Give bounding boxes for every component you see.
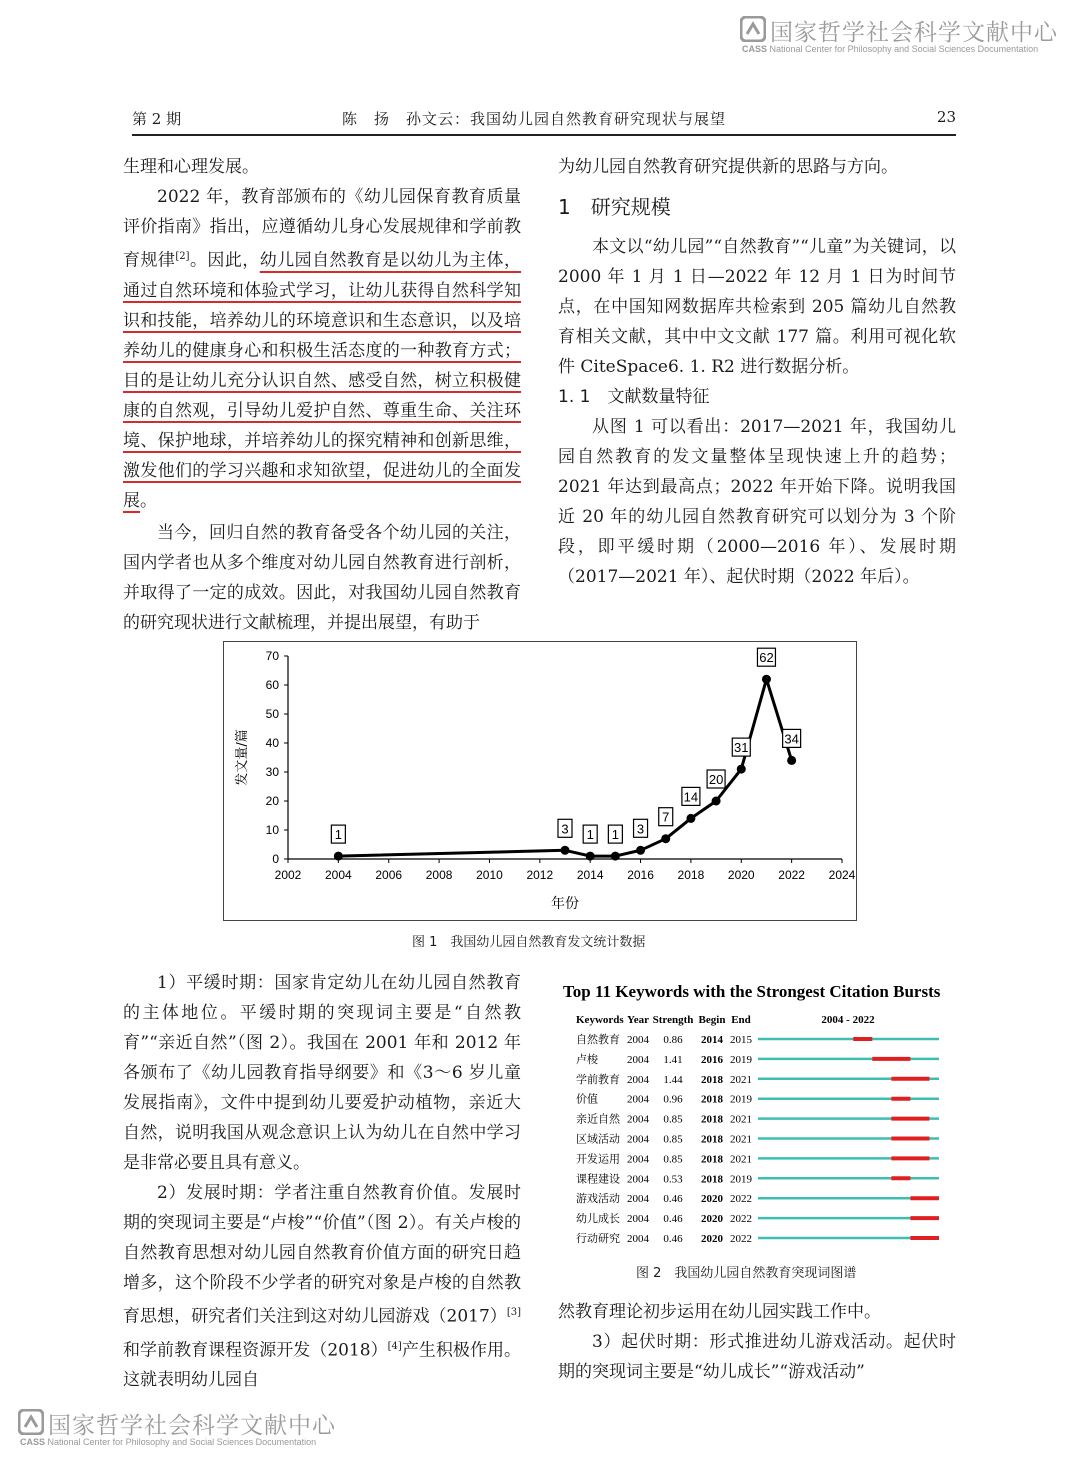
watermark-logo-bottom [18,1407,343,1449]
end-cell: 2015 [730,1034,752,1046]
strength-cell: 0.46 [663,1193,683,1206]
y-tick-label: 0 [272,852,279,866]
year-cell: 2004 [627,1034,649,1046]
x-tick-label: 2018 [677,868,705,882]
strength-cell: 0.46 [663,1213,683,1226]
data-label: 14 [683,789,699,805]
data-point [737,765,746,774]
cass-logo-icon [740,16,766,42]
data-label: 1 [586,827,594,843]
year-cell: 2004 [627,1133,649,1146]
data-point [334,852,343,861]
x-tick-label: 2012 [526,868,554,882]
column-header: End [731,1014,751,1026]
figure1-line-chart [224,642,856,920]
begin-cell: 2018 [701,1173,723,1186]
y-tick-label: 20 [265,794,279,808]
begin-cell: 2016 [701,1053,723,1066]
paragraph: 本文以“幼儿园”“自然教育”“儿童”为关键词，以 2000 年 1 月 1 日—2022 年 12 月 1 日为时间节点，在中国知网数据库共检索到 205 篇幼儿自然教育相关文献，其中中文文献 177 篇。利用可视化软件 CiteSpace6. 1. R2 进行数据分析。 [558,237,956,377]
watermark-name-cn: 国家哲学社会科学文献中心 [770,20,1058,46]
left-column-lower [123,968,521,1395]
begin-cell: 2018 [701,1113,723,1126]
x-tick-label: 2022 [778,868,805,882]
end-cell: 2019 [730,1093,752,1106]
column-header: Strength [652,1014,694,1026]
x-tick-label: 2010 [476,868,503,882]
data-label: 1 [611,827,619,843]
data-point [561,846,570,855]
end-cell: 2022 [730,1213,752,1226]
begin-cell: 2020 [701,1233,723,1245]
running-header [132,104,956,136]
strength-cell: 0.85 [663,1153,683,1166]
column-header: Keywords [576,1014,624,1026]
year-cell: 2004 [627,1113,649,1126]
end-cell: 2021 [730,1113,752,1126]
figure1-frame [223,641,857,921]
column-header: 2004 - 2022 [821,1014,875,1026]
begin-cell: 2020 [701,1193,723,1206]
data-label: 20 [708,772,724,787]
y-tick-label: 10 [265,823,279,837]
begin-cell: 2020 [701,1213,723,1226]
year-cell: 2004 [627,1193,649,1206]
issue-number: 第 2 期 [132,110,182,128]
keyword-cell: 课程建设 [576,1173,620,1186]
y-tick-label: 30 [265,765,279,779]
x-tick-label: 2020 [727,868,755,882]
paragraph: 当今，回归自然的教育备受各个幼儿园的关注，国内学者也从多个维度对幼儿园自然教育进行剖析，并取得了一定的成效。因此，对我国幼儿园自然教育的研究现状进行文献梳理，并提出展望，有助于 [123,522,521,633]
data-point [611,852,620,861]
y-tick-label: 40 [265,736,279,750]
keyword-cell: 价值 [576,1093,598,1106]
highlighted-definition: 幼儿园自然教育是以幼儿为主体，通过自然环境和体验式学习，让幼儿获得自然科学知识和技能，培养幼儿的环境意识和生态意识，以及培养幼儿的健康身心和积极生活态度的一种教育方式；目的是让幼儿充分认识自然、感受自然，树立积极健康的自然观，引导幼儿爱护自然、尊重生命、关注环境、保护地球，并培养幼儿的探究精神和创新思维，激发他们的学习兴趣和求知欲望，促进幼儿的全面发展 [123,250,522,511]
end-cell: 2022 [730,1193,752,1206]
year-cell: 2004 [627,1233,649,1245]
x-tick-label: 2008 [425,868,453,882]
end-cell: 2021 [730,1153,752,1166]
figure2-title: Top 11 Keywords with the Strongest Citation Bursts [563,982,941,1001]
keyword-cell: 游戏活动 [576,1193,620,1206]
data-label: 3 [561,821,569,837]
keyword-cell: 区域活动 [576,1133,620,1146]
watermark-name-en: CASS National Center for Philosophy and Social Sciences Documentation [20,1437,317,1447]
data-point [686,814,695,823]
begin-cell: 2018 [701,1153,723,1166]
strength-cell: 0.53 [663,1173,683,1186]
citation-ref: [2] [175,251,190,262]
end-cell: 2022 [730,1233,752,1245]
citation-ref: [3] [506,1307,521,1318]
year-cell: 2004 [627,1153,649,1166]
paragraph: 2022 年，教育部颁布的《幼儿园保育教育质量评价指南》指出，应遵循幼儿身心发展规律和学前教育规律[2]。因此，幼儿园自然教育是以幼儿为主体，通过自然环境和体验式学习，让幼儿获得自然科学知识和技能，培养幼儿的环境意识和生态意识，以及培养幼儿的健康身心和积极生活态度的一种教育方式；目的是让幼儿充分认识自然、感受自然，树立积极健康的自然观，引导幼儿爱护自然、尊重生命、关注环境、保护地球，并培养幼儿的探究精神和创新思维，激发他们的学习兴趣和求知欲望，促进幼儿的全面发展。 [123,187,522,511]
keyword-cell: 亲近自然 [576,1113,620,1126]
paragraph: 然教育理论初步运用在幼儿园实践工作中。 [558,1302,881,1322]
data-point [661,834,670,843]
right-column-upper [558,152,956,592]
year-cell: 2004 [627,1173,649,1186]
paragraph: 2）发展时期：学者注重自然教育价值。发展时期的突现词主要是“卢梭”“价值”（图 2）。有关卢梭的自然教育思想对幼儿园自然教育价值方面的研究日趋增多，这个阶段不少学者的研究对象是卢梭的自然教育思想，研究者们关注到这对幼儿园游戏（2017）[3]和学前教育课程资源开发（2018）[4]产生积极作用。这就表明幼儿园自 [123,1183,521,1391]
paragraph: 1）平缓时期：国家肯定幼儿在幼儿园自然教育的主体地位。平缓时期的突现词主要是“自然教育”“亲近自然”（图 2）。我国在 2001 年和 2012 年各颁布了《幼儿园教育指导纲要》和《3～6 岁儿童发展指南》，文件中提到幼儿要爱护动植物，亲近大自然，说明我国从观念意识上认为幼儿在自然中学习是非常必要且具有意义。 [123,973,521,1173]
right-column-lower [558,1297,956,1387]
data-label: 34 [784,731,799,747]
paragraph: 从图 1 可以看出：2017—2021 年，我国幼儿园自然教育的发文量整体呈现快速上升的趋势；2021 年达到最高点；2022 年开始下降。说明我国近 20 年的幼儿园自然教育研究可以划分为 3 个阶段，即平缓时期（2000—2016 年）、发展时期（2017—2021 年）、起伏时期（2022 年后）。 [558,417,956,587]
paragraph: 生理和心理发展。 [123,157,259,177]
data-point [712,797,721,806]
figure2-caption: 图 2 我国幼儿园自然教育突现词图谱 [636,1266,857,1281]
watermark-logo-top [740,14,1065,56]
watermark-name-cn: 国家哲学社会科学文献中心 [48,1413,336,1439]
end-cell: 2021 [730,1073,752,1086]
strength-cell: 0.46 [663,1233,683,1245]
data-point [762,675,771,684]
end-cell: 2019 [730,1173,752,1186]
strength-cell: 1.44 [663,1073,683,1086]
data-label: 1 [334,827,342,843]
paragraph: 为幼儿园自然教育研究提供新的思路与方向。 [558,157,898,177]
left-column-upper [123,152,521,638]
strength-cell: 0.96 [663,1093,683,1106]
begin-cell: 2018 [701,1073,723,1086]
x-tick-label: 2006 [375,868,403,882]
data-label: 62 [759,650,774,666]
begin-cell: 2018 [701,1133,723,1146]
year-cell: 2004 [627,1093,649,1106]
figure2-burst-table [558,977,958,1262]
data-label: 3 [636,821,645,837]
data-label: 7 [662,809,670,825]
x-tick-label: 2024 [828,868,856,882]
begin-cell: 2014 [701,1034,723,1046]
keyword-cell: 卢梭 [576,1053,598,1066]
x-axis-label: 年份 [551,896,579,912]
keyword-cell: 行动研究 [576,1233,620,1245]
data-point [636,846,645,855]
subsection-heading: 1. 1 文献数量特征 [558,387,710,407]
x-tick-label: 2004 [325,868,352,882]
section-heading: 1 研究规模 [558,195,671,219]
running-title: 陈 扬 孙文云：我国幼儿园自然教育研究现状与展望 [342,110,727,128]
year-cell: 2004 [627,1213,649,1226]
keyword-cell: 自然教育 [576,1034,620,1046]
column-header: Year [627,1014,649,1026]
strength-cell: 1.41 [663,1053,683,1066]
data-label: 31 [734,740,749,756]
year-cell: 2004 [627,1073,649,1086]
strength-cell: 0.85 [663,1113,683,1126]
figure1-caption: 图 1 我国幼儿园自然教育发文统计数据 [412,935,646,950]
strength-cell: 0.85 [663,1133,683,1146]
keyword-cell: 开发运用 [576,1153,620,1166]
citation-ref: [4] [387,1340,402,1352]
begin-cell: 2018 [701,1093,723,1106]
y-axis-label: 发文量/篇 [235,729,250,786]
data-point [787,756,796,765]
end-cell: 2021 [730,1133,752,1146]
data-point [586,852,595,861]
keyword-cell: 幼儿成长 [576,1213,620,1226]
year-cell: 2004 [627,1053,649,1066]
x-tick-label: 2014 [576,868,604,882]
end-cell: 2019 [730,1053,752,1066]
x-tick-label: 2002 [274,868,302,882]
watermark-name-en: CASS National Center for Philosophy and Social Sciences Documentation [742,44,1039,54]
y-tick-label: 70 [265,649,279,663]
column-header: Begin [698,1014,726,1026]
y-tick-label: 60 [265,678,279,692]
strength-cell: 0.86 [663,1034,683,1046]
paragraph: 3）起伏时期：形式推进幼儿游戏活动。起伏时期的突现词主要是“幼儿成长”“游戏活动” [558,1332,956,1382]
cass-logo-icon [18,1409,44,1435]
x-tick-label: 2016 [627,868,654,882]
y-tick-label: 50 [265,707,279,721]
page-number: 23 [936,108,956,126]
keyword-cell: 学前教育 [576,1073,620,1086]
